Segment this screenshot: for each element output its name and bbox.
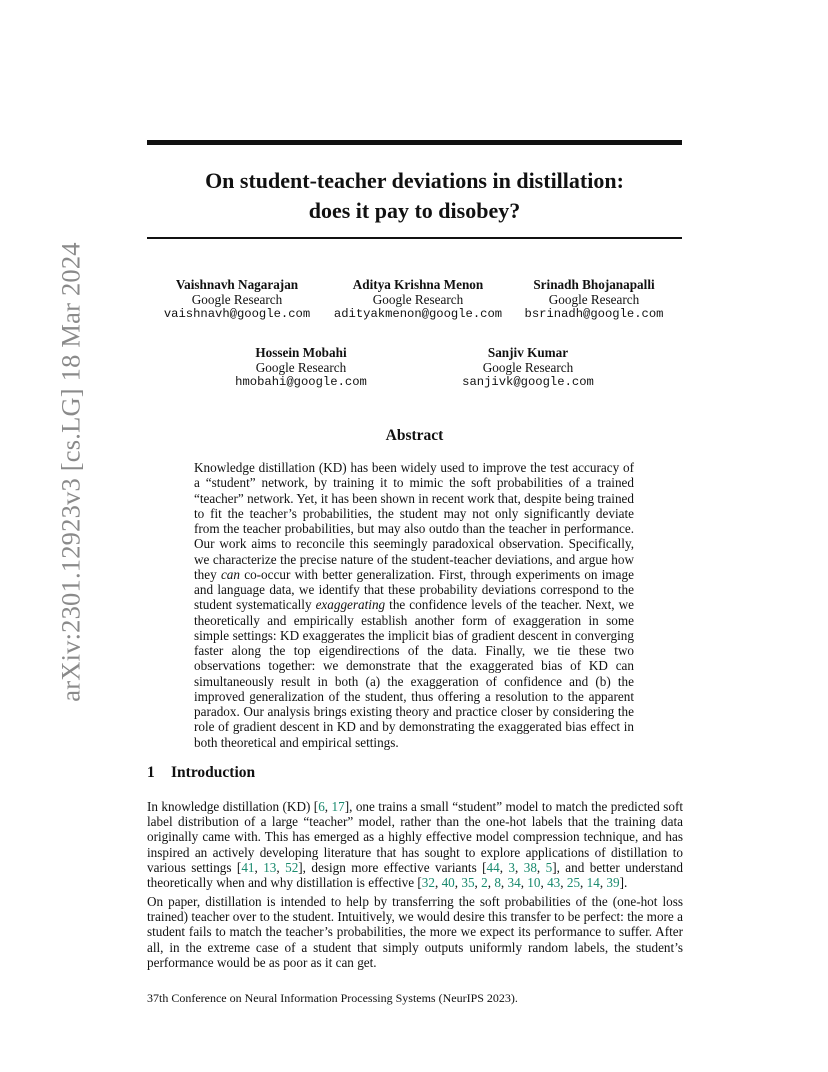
author-affiliation: Google Research <box>372 292 464 307</box>
abstract-emphasis: exaggerating <box>315 597 386 613</box>
arxiv-sidebar <box>27 0 86 1072</box>
arxiv-identifier: arXiv:2301.12923v3 [cs.LG] 18 Mar 2024 <box>55 242 86 702</box>
citation-link[interactable]: 3 <box>508 859 516 875</box>
author-email: sanjivk@google.com <box>462 375 594 389</box>
abstract-emphasis: can <box>220 566 240 582</box>
author-email: adityakmenon@google.com <box>333 307 503 321</box>
abstract-text: Knowledge distillation (KD) has been widely used to improve the test accuracy of a “student” network, by training it to mimic the soft probabilities of a trained “teacher” network. Yet, it has been shown in recent work that, despite being trained to fit the teacher’s probabilities, the student may not only significantly deviate from the teacher probabilities, but may also outdo than the teacher in performance. Our work aims to reconcile this seemingly paradoxical observation. Specifically, we characterize the precise nature of the student-teacher deviations, and argue how they <box>194 460 634 582</box>
title-line-2: does it pay to disobey? <box>308 198 521 223</box>
author-name: Vaishnavh Nagarajan <box>175 277 299 292</box>
abstract-heading: Abstract <box>385 427 444 444</box>
text: , <box>536 859 546 875</box>
citation-link[interactable]: 14 <box>586 875 600 891</box>
citation-link[interactable]: 17 <box>331 799 345 814</box>
citation-link[interactable]: 38 <box>523 859 537 875</box>
author-email: vaishnavh@google.com <box>163 307 311 321</box>
citation-link[interactable]: 13 <box>263 859 277 875</box>
citation-link[interactable]: 34 <box>507 875 521 891</box>
citation-link[interactable]: 39 <box>606 875 620 891</box>
author-name: Sanjiv Kumar <box>487 345 569 360</box>
author-block <box>226 345 376 390</box>
text: , <box>276 859 286 875</box>
intro-paragraph-1 <box>147 799 683 890</box>
title-line-1: On student-teacher deviations in distillation: <box>205 168 624 193</box>
text: , <box>254 859 264 875</box>
author-affiliation: Google Research <box>255 360 347 375</box>
author-name: Aditya Krishna Menon <box>352 277 484 292</box>
citation-link[interactable]: 40 <box>441 875 455 891</box>
text: , <box>454 875 462 891</box>
text: ], design more effective variants [ <box>298 859 487 875</box>
author-affiliation: Google Research <box>548 292 640 307</box>
citation-link[interactable]: 10 <box>527 875 541 891</box>
author-email: hmobahi@google.com <box>235 375 367 389</box>
text: , <box>560 875 567 891</box>
citation-link[interactable]: 5 <box>545 859 553 875</box>
citation-link[interactable]: 44 <box>486 859 500 875</box>
conference-footnote: 37th Conference on Neural Information Processing Systems (NeurIPS 2023). <box>147 991 518 1005</box>
text: ], and better understand theoretically when and why distillation is effective [ <box>147 859 684 891</box>
author-block <box>453 345 603 390</box>
text: ]. <box>619 875 628 891</box>
section-heading-introduction <box>147 764 255 782</box>
abstract-body <box>194 460 634 750</box>
text: In knowledge distillation (KD) [ <box>147 799 319 814</box>
section-number: 1 <box>147 764 155 781</box>
title-bottom-rule <box>147 237 682 239</box>
author-block <box>162 277 312 322</box>
text: , <box>474 875 482 891</box>
author-block <box>333 277 503 322</box>
text: , <box>434 875 442 891</box>
intro-paragraph-2 <box>147 894 683 970</box>
citation-link[interactable]: 8 <box>494 875 501 891</box>
author-block <box>519 277 669 322</box>
abstract-paragraph <box>194 460 634 750</box>
citation-link[interactable]: 35 <box>461 875 475 891</box>
text: , <box>499 859 509 875</box>
citation-link[interactable]: 43 <box>547 875 561 891</box>
text: , <box>520 875 528 891</box>
abstract-text: the confidence levels of the teacher. Next, we theoretically and empirically establish another form of exaggeration in some simple settings: KD exaggerates the implicit bias of gradient descent in converging faster along the top eigendirections of the data. Finally, we tie these two observations together: we demonstrate that the exaggerated bias of KD can simultaneously result in both (a) the exaggeration of confidence and (b) the improved generalization of the student, thus offering a resolution to the apparent paradox. Our analysis brings existing theory and practice closer by considering the role of gradient descent in KD and by demonstrating the exaggerated bias effect in both theoretical and empirical settings. <box>194 597 634 750</box>
citation-link[interactable]: 25 <box>566 875 581 891</box>
text: , <box>515 859 524 875</box>
citation-link[interactable]: 41 <box>241 859 255 875</box>
text: , <box>500 875 508 891</box>
abstract-text: co-occur with better generalization. First, through experiments on image and language data, we identify that these probability deviations correspond to the student systematically <box>194 566 634 613</box>
text: ], one trains a small “student” model to match the predicted soft label distribution of a large “teacher” model, rather than the one-hot labels that the training data originally came with. This has emerged as a highly effective model compression technique, and has inspired an actively developing literature that has sought to explore applications of distillation to various settings [ <box>147 799 684 875</box>
paragraph-text: On paper, distillation is intended to help by transferring the soft probabilities of the (one-hot loss trained) teacher over to the student. Intuitively, we would desire this transfer to be perfect: the more a student fails to match the teacher’s probabilities, the more we expect its performance to suffer. After all, in the extreme case of a student that simply outputs uniformly random labels, the student’s performance would be as poor as it can get. <box>147 894 683 970</box>
author-affiliation: Google Research <box>191 292 283 307</box>
text: , <box>487 875 495 891</box>
citation-link[interactable]: 2 <box>481 875 488 891</box>
author-affiliation: Google Research <box>482 360 574 375</box>
text: , <box>324 799 332 814</box>
title-top-rule <box>147 140 682 145</box>
text: , <box>540 875 548 891</box>
author-name: Srinadh Bhojanapalli <box>533 277 655 292</box>
paper-title <box>147 166 682 226</box>
citation-link[interactable]: 52 <box>285 859 299 875</box>
text: , <box>599 875 607 891</box>
text: , <box>580 875 587 891</box>
author-name: Hossein Mobahi <box>255 345 347 360</box>
author-email: bsrinadh@google.com <box>524 307 664 321</box>
citation-link[interactable]: 6 <box>318 799 325 814</box>
section-title: Introduction <box>171 764 256 781</box>
citation-link[interactable]: 32 <box>421 875 435 891</box>
